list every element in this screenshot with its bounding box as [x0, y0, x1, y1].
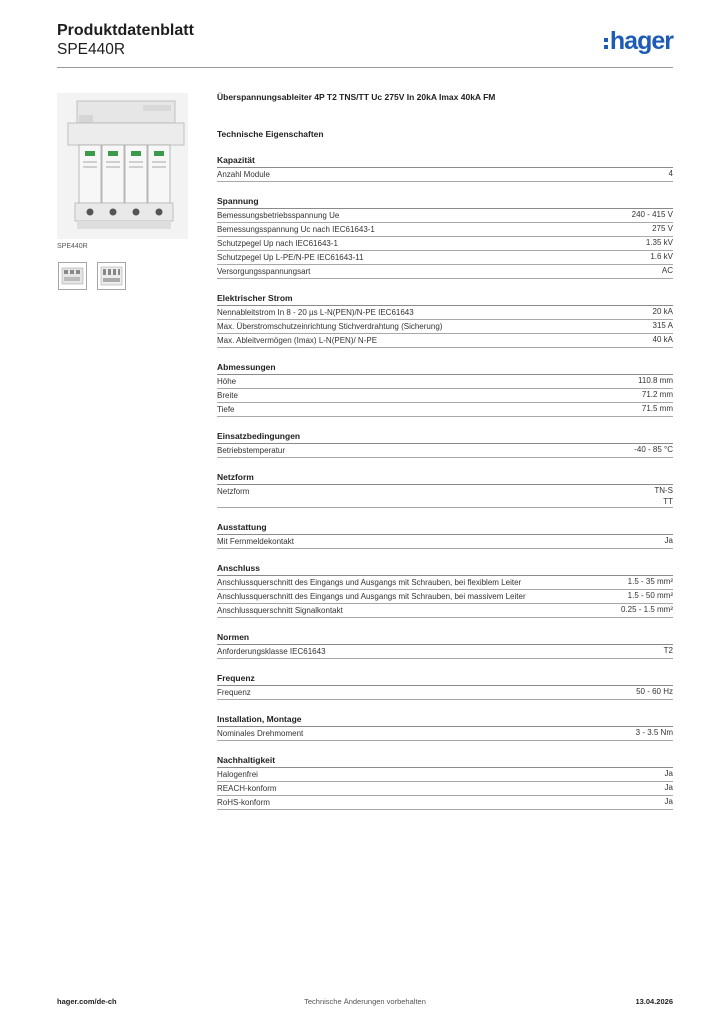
datasheet-content	[217, 92, 673, 810]
spec-value-line: 240 - 415 V	[631, 210, 673, 219]
spec-value-line: Ja	[664, 769, 673, 778]
spec-section	[217, 754, 673, 810]
spec-value	[646, 237, 673, 248]
spec-row	[217, 209, 673, 223]
spec-value-line: 20 kA	[652, 307, 673, 316]
section-heading: Frequenz	[217, 672, 673, 686]
spec-section	[217, 195, 673, 279]
spec-value	[636, 686, 673, 697]
spec-value	[638, 375, 673, 386]
spec-label: Höhe	[217, 377, 237, 386]
document-title: Produktdatenblatt	[57, 22, 194, 39]
spec-label: Anschlussquerschnitt des Eingangs und Ausgangs mit Schrauben, bei flexiblem Leiter	[217, 578, 522, 587]
section-heading: Netzform	[217, 471, 673, 485]
spec-value-line: 50 - 60 Hz	[636, 687, 673, 696]
spec-value-line: TN-S	[654, 486, 673, 495]
spec-value	[628, 590, 673, 601]
spec-value-line: TT	[663, 497, 673, 506]
spec-value	[653, 320, 673, 331]
spec-label: Breite	[217, 391, 238, 400]
spec-value	[669, 168, 673, 179]
section-heading: Nachhaltigkeit	[217, 754, 673, 768]
spec-label: Frequenz	[217, 688, 251, 697]
spec-value	[642, 403, 673, 414]
spec-section	[217, 713, 673, 741]
spec-value-line: 71.5 mm	[641, 404, 673, 413]
spec-section	[217, 430, 673, 458]
spec-value-line: Ja	[664, 536, 673, 545]
spec-section	[217, 672, 673, 700]
spec-row	[217, 320, 673, 334]
spec-row	[217, 265, 673, 279]
spec-value-line: 1.35 kV	[645, 238, 673, 247]
section-heading: Normen	[217, 631, 673, 645]
spec-value-line: 275 V	[652, 224, 673, 233]
section-heading: Einsatzbedingungen	[217, 430, 673, 444]
spec-label: Bemessungsbetriebsspannung Ue	[217, 211, 340, 220]
spec-label: Anforderungsklasse IEC61643	[217, 647, 326, 656]
spec-value-line: 1.5 - 35 mm²	[627, 577, 673, 586]
spec-row	[217, 686, 673, 700]
spec-label: Halogenfrei	[217, 770, 258, 779]
spec-value	[634, 444, 673, 455]
spec-value-line: Ja	[664, 783, 673, 792]
spec-section	[217, 631, 673, 659]
spec-value	[621, 604, 673, 615]
spec-label: Versorgungsspannungsart	[217, 267, 311, 276]
spec-label: Bemessungsspannung Uc nach IEC61643-1	[217, 225, 375, 234]
technical-properties-heading: Technische Eigenschaften	[217, 129, 324, 139]
section-heading: Installation, Montage	[217, 713, 673, 727]
spec-label: Max. Ableitvermögen (Imax) L-N(PEN)/ N-PE	[217, 336, 378, 345]
spec-row	[217, 306, 673, 320]
spec-label: Tiefe	[217, 405, 235, 414]
spec-section	[217, 292, 673, 348]
spec-label: Nominales Drehmoment	[217, 729, 304, 738]
spec-sections	[217, 154, 673, 810]
spec-value-line: 40 kA	[652, 335, 673, 344]
spec-value-line: Ja	[664, 797, 673, 806]
spec-value	[650, 251, 673, 262]
spec-value	[665, 782, 673, 793]
spec-label: Anschlussquerschnitt Signalkontakt	[217, 606, 343, 615]
spec-value	[654, 485, 673, 507]
spec-row	[217, 782, 673, 796]
spec-label: Schutzpegel Up nach IEC61643-1	[217, 239, 338, 248]
spec-label: Betriebstemperatur	[217, 446, 286, 455]
page-footer	[57, 997, 673, 1009]
section-heading: Spannung	[217, 195, 673, 209]
spec-label: Anzahl Module	[217, 170, 270, 179]
spec-row	[217, 375, 673, 389]
product-thumbnail-1[interactable]	[58, 262, 87, 290]
product-image-caption: SPE440R	[57, 243, 88, 250]
spec-label: Schutzpegel Up L-PE/N-PE IEC61643-11	[217, 253, 364, 262]
section-heading: Anschluss	[217, 562, 673, 576]
spec-value-line: -40 - 85 °C	[634, 445, 673, 454]
footer-website-link[interactable]: hager.com/de-ch	[57, 997, 117, 1006]
spec-value-line: 1.6 kV	[650, 252, 673, 261]
spec-row	[217, 535, 673, 549]
spec-section	[217, 562, 673, 618]
spec-section	[217, 361, 673, 417]
spec-row	[217, 796, 673, 810]
spec-section	[217, 471, 673, 508]
spec-row	[217, 389, 673, 403]
spec-value	[636, 727, 673, 738]
spec-row	[217, 645, 673, 659]
spec-row	[217, 768, 673, 782]
spec-value-line: 71.2 mm	[641, 390, 673, 399]
spec-value	[653, 334, 673, 345]
spec-label: Netzform	[217, 487, 250, 496]
spec-row	[217, 251, 673, 265]
section-heading: Abmessungen	[217, 361, 673, 375]
spec-row	[217, 223, 673, 237]
spec-row	[217, 403, 673, 417]
footer-date: 13.04.2026	[635, 997, 673, 1006]
spec-label: Nennableitstrom In 8 - 20 µs L-N(PEN)/N-PE IEC61643	[217, 308, 414, 317]
spec-value-line: 1.5 - 50 mm²	[627, 591, 673, 600]
spec-value	[665, 796, 673, 807]
spec-value-line: 3 - 3.5 Nm	[635, 728, 673, 737]
spec-value	[642, 389, 673, 400]
hager-logo	[604, 28, 673, 54]
spec-value	[665, 535, 673, 546]
product-description: Überspannungsableiter 4P T2 TNS/TT Uc 275V In 20kA Imax 40kA FM	[217, 92, 496, 102]
spec-value	[632, 209, 673, 220]
spec-label: Max. Überstromschutzeinrichtung Stichverdrahtung (Sicherung)	[217, 322, 443, 331]
header-divider	[57, 67, 673, 68]
logo-dots-icon	[604, 38, 608, 49]
spec-value	[653, 306, 673, 317]
spec-value-line: 4	[668, 169, 673, 178]
spec-row	[217, 168, 673, 182]
spec-row	[217, 727, 673, 741]
logo-text: hager	[609, 27, 673, 55]
spec-row	[217, 485, 673, 508]
spec-row	[217, 590, 673, 604]
product-code: SPE440R	[57, 41, 126, 58]
product-image	[57, 93, 188, 239]
spec-value-line: 110.8 mm	[638, 376, 673, 385]
spec-value	[665, 768, 673, 779]
spec-label: REACH-konform	[217, 784, 277, 793]
product-thumbnail-2[interactable]	[97, 262, 126, 290]
spec-value-line: 0.25 - 1.5 mm²	[620, 605, 673, 614]
spec-value	[664, 645, 673, 656]
spec-row	[217, 334, 673, 348]
spec-row	[217, 444, 673, 458]
spec-value-line: 315 A	[652, 321, 673, 330]
spec-value	[628, 576, 673, 587]
spec-label: RoHS-konform	[217, 798, 270, 807]
footer-notice: Technische Änderungen vorbehalten	[304, 997, 426, 1006]
section-heading: Elektrischer Strom	[217, 292, 673, 306]
section-heading: Kapazität	[217, 154, 673, 168]
spec-label: Mit Fernmeldekontakt	[217, 537, 294, 546]
spec-section	[217, 154, 673, 182]
spec-label: Anschlussquerschnitt des Eingangs und Ausgangs mit Schrauben, bei massivem Leiter	[217, 592, 526, 601]
spec-value	[652, 223, 673, 234]
section-heading: Ausstattung	[217, 521, 673, 535]
page-header	[57, 20, 673, 70]
spec-value	[662, 265, 673, 276]
spec-value-line: T2	[663, 646, 673, 655]
spec-section	[217, 521, 673, 549]
spec-row	[217, 604, 673, 618]
spec-value-line: AC	[661, 266, 673, 275]
spec-row	[217, 576, 673, 590]
spec-row	[217, 237, 673, 251]
